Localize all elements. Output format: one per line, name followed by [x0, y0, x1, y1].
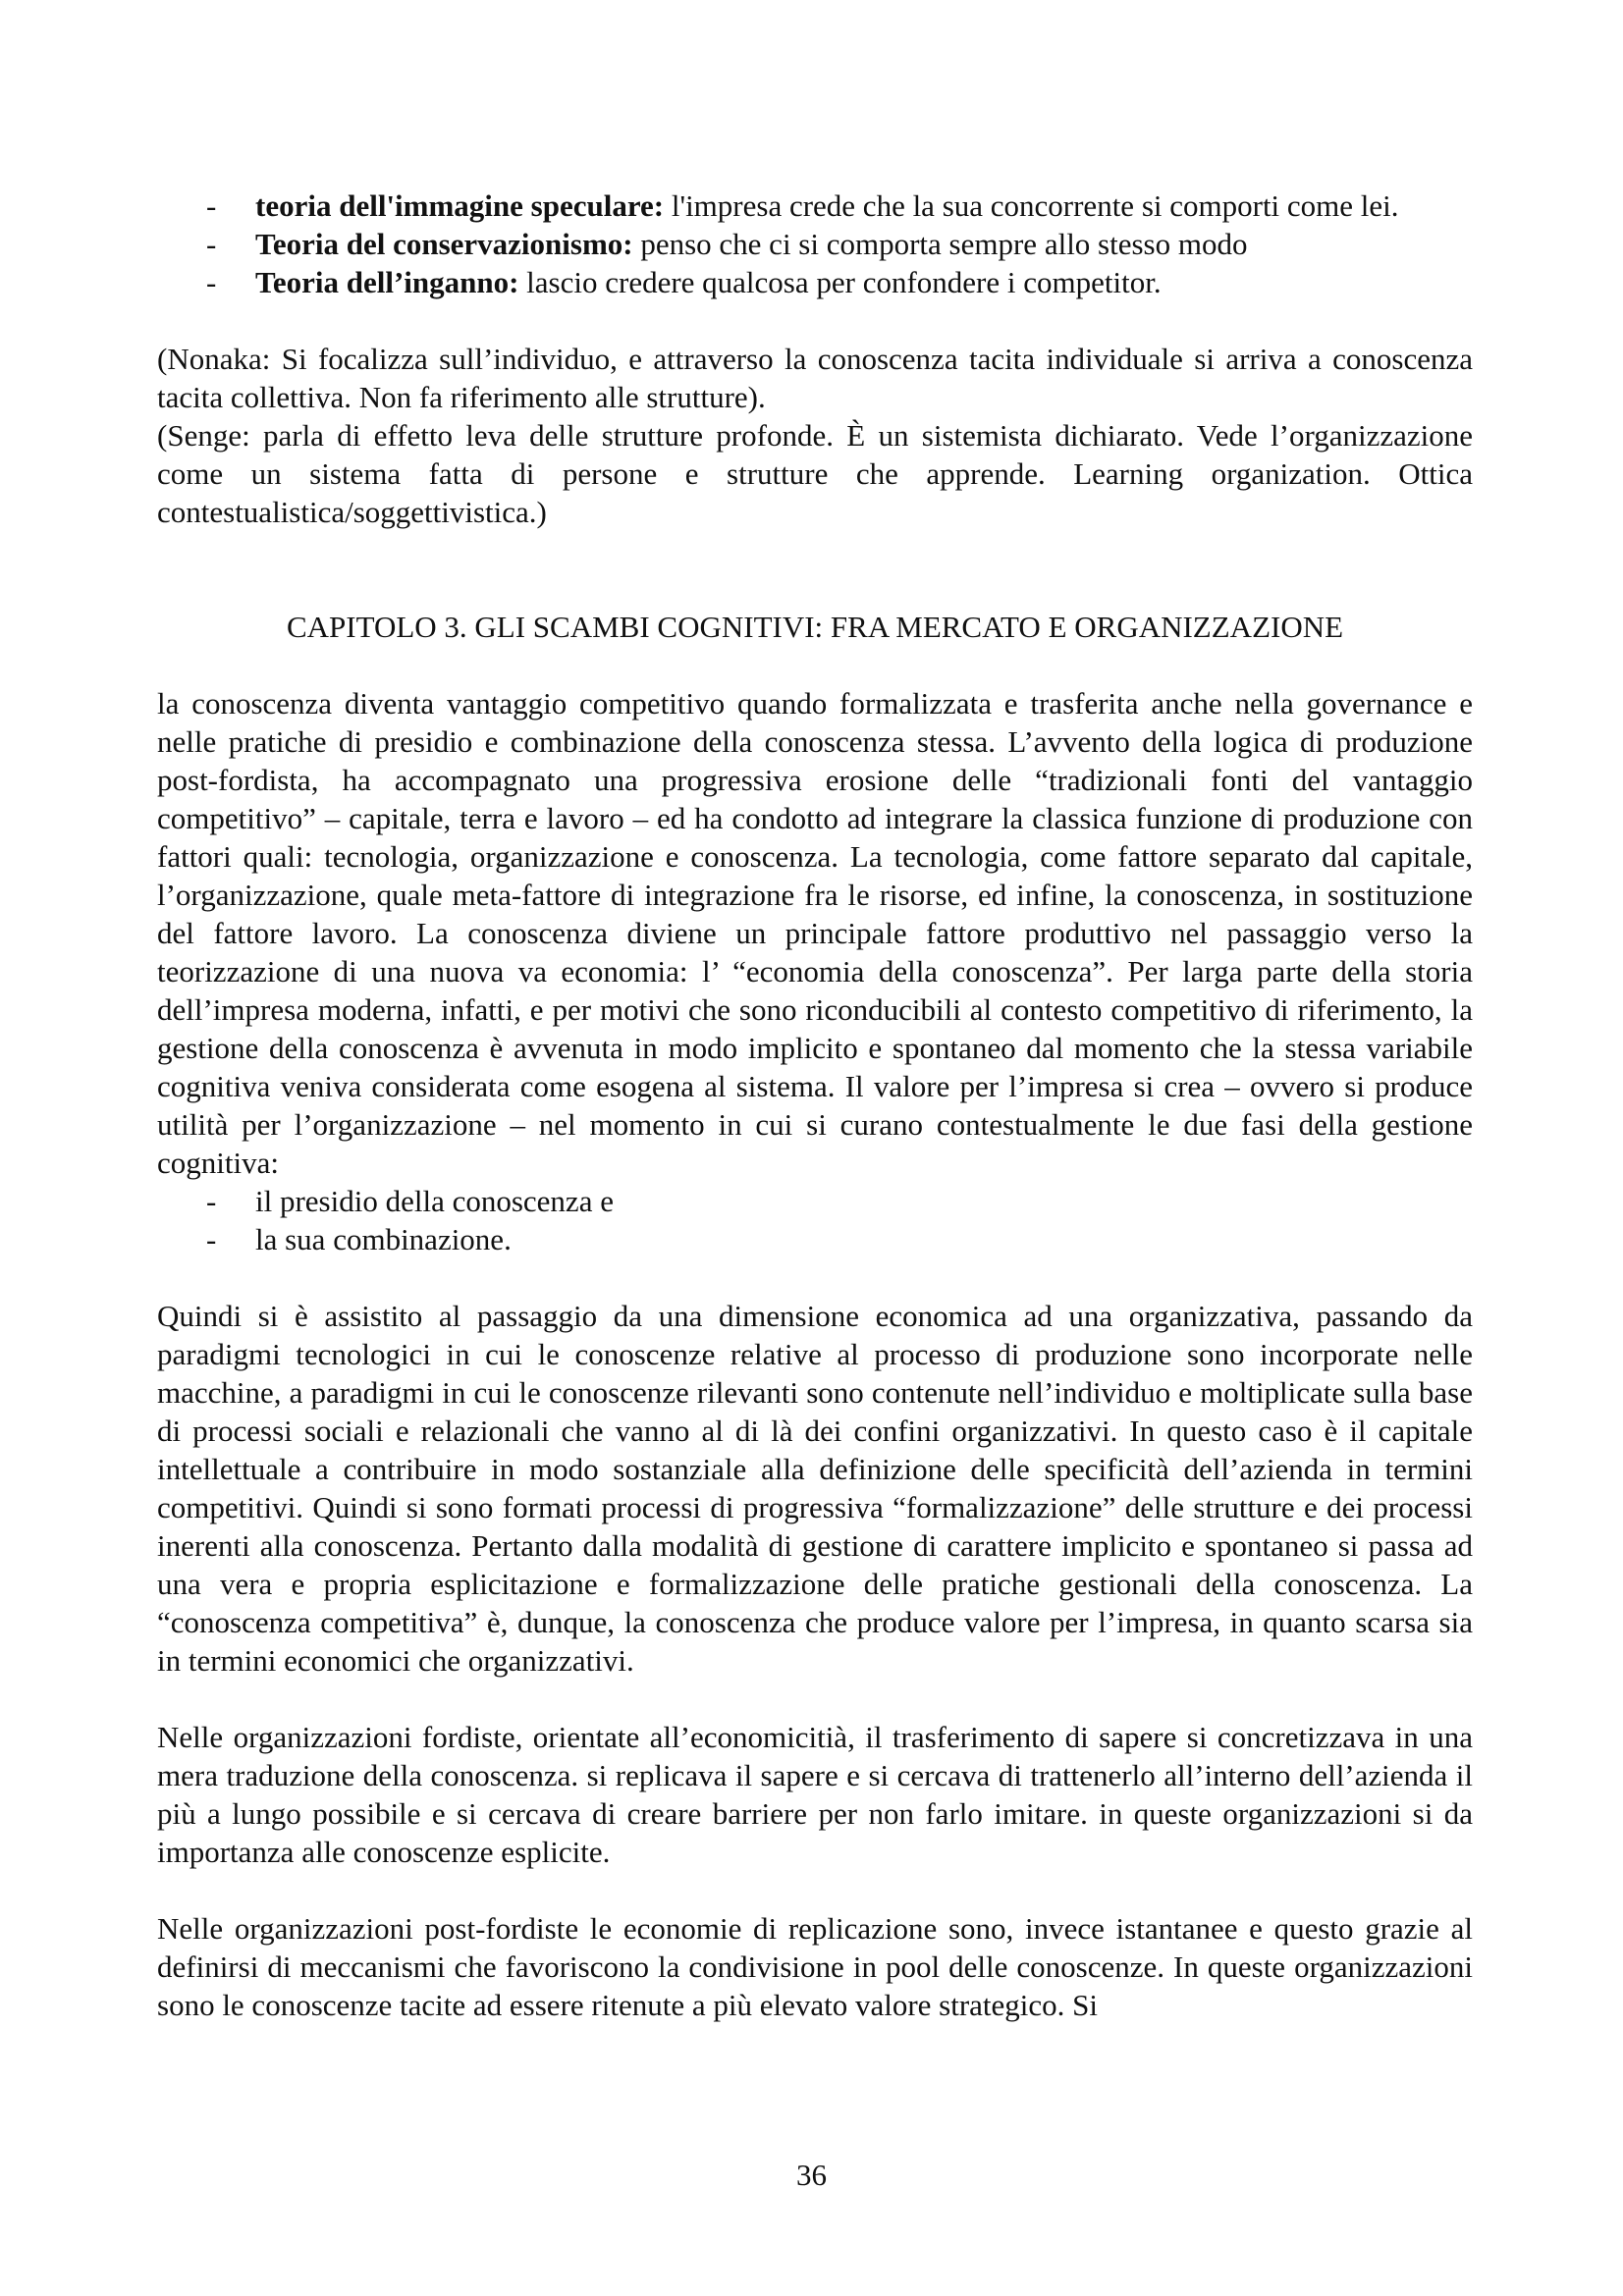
list-item — [157, 263, 1473, 301]
list-item-text: il presidio della conoscenza e — [255, 1184, 614, 1218]
nonaka-note: (Nonaka: Si focalizza sull’individuo, e attraverso la conoscenza tacita individuale si arriva a conoscenza tacita collettiva. Non fa riferimento alle strutture). — [157, 342, 1473, 414]
list-item — [157, 1182, 1473, 1220]
list-dash: - — [206, 1184, 217, 1218]
paragraph-knowledge-advantage: la conoscenza diventa vantaggio competitivo quando formalizzata e trasferita anche nella governance e nelle pratiche di presidio e combinazione della conoscenza stessa. L’avvento della logica di produzione post-fordista, ha accompagnato una progressiva erosione delle “tradizionali fonti del vantaggio competitivo” – capitale, terra e lavoro – ed ha condotto ad integrare la classica funzione di produzione con fattori quali: tecnologia, organizzazione e conoscenza. La tecnologia, come fattore separato dal capitale, l’organizzazione, quale meta-fattore di integrazione fra le risorse, ed infine, la conoscenza, in sostituzione del fattore lavoro. La conoscenza diviene un principale fattore produttivo nel passaggio verso la teorizzazione di una nuova va economia: l’ “economia della conoscenza”. Per larga parte della storia dell’impresa moderna, infatti, e per motivi che sono riconducibili al contesto competitivo di riferimento, la gestione della conoscenza è avvenuta in modo implicito e spontaneo dal momento che la stessa variabile cognitiva veniva considerata come esogena al sistema. Il valore per l’impresa si crea – ovvero si produce utilità per l’organizzazione – nel momento in cui si curano contestualmente le due fasi della gestione cognitiva: — [157, 686, 1473, 1180]
paragraph-economic-to-organizational: Quindi si è assistito al passaggio da una dimensione economica ad una organizzativa, passando da paradigmi tecnologici in cui le conoscenze relative al processo di produzione sono incorporate nelle macchine, a paradigmi in cui le conoscenze rilevanti sono contenute nell’individuo e moltiplicate sulla base di processi sociali e relazionali che vanno al di là dei confini organizzativi. In questo caso è il capitale intellettuale a contribuire in modo sostanziale alla definizione delle specificità dell’azienda in termini competitivi. Quindi si sono formati processi di progressiva “formalizzazione” delle strutture e dei processi inerenti alla conoscenza. Pertanto dalla modalità di gestione di carattere implicito e spontaneo si passa ad una vera e propria esplicitazione e formalizzazione delle pratiche gestionali della conoscenza. La “conoscenza competitiva” è, dunque, la conoscenza che produce valore per l’impresa, in quanto scarsa sia in termini economici che organizzativi. — [157, 1299, 1473, 1678]
list-item-text: la sua combinazione. — [255, 1222, 512, 1256]
term-label: Teoria del conservazionismo: — [255, 227, 633, 261]
list-item — [157, 187, 1473, 225]
chapter-title: CAPITOLO 3. GLI SCAMBI COGNITIVI: FRA MERCATO E ORGANIZZAZIONE — [286, 610, 1344, 644]
term-label: Teoria dell’inganno: — [255, 265, 519, 299]
page-number: 36 — [796, 2158, 827, 2192]
term-label: teoria dell'immagine speculare: — [255, 188, 665, 223]
document-page — [157, 187, 1473, 2024]
senge-note: (Senge: parla di effetto leva delle strutture profonde. È un sistemista dichiarato. Vede l’organizzazione come un sistema fatta di persone e strutture che apprende. Learning organization. Ottica contestualistica/soggettivistica.) — [157, 418, 1473, 529]
term-text: penso che ci si comporta sempre allo stesso modo — [632, 227, 1248, 261]
list-dash: - — [206, 265, 217, 299]
term-text: l'impresa crede che la sua concorrente si comporti come lei. — [664, 188, 1399, 223]
list-dash: - — [206, 188, 217, 223]
list-dash: - — [206, 227, 217, 261]
paragraph-post-fordist-organizations: Nelle organizzazioni post-fordiste le economie di replicazione sono, invece istantanee e questo grazie al definirsi di meccanismi che favoriscono la condivisione in pool delle conoscenze. In queste organizzazioni sono le conoscenze tacite ad essere ritenute a più elevato valore strategico. Si — [157, 1911, 1473, 2022]
theories-list — [157, 187, 1473, 301]
paragraph-fordist-organizations: Nelle organizzazioni fordiste, orientate all’economicitià, il trasferimento di sapere si concretizzava in una mera traduzione della conoscenza. si replicava il sapere e si cercava di trattenerlo all’interno dell’azienda il più a lungo possibile e si cercava di creare barriere per non farlo imitare. in queste organizzazioni si da importanza alle conoscenze esplicite. — [157, 1720, 1473, 1869]
list-dash: - — [206, 1222, 217, 1256]
list-item — [157, 225, 1473, 263]
list-item — [157, 1220, 1473, 1258]
phases-list — [157, 1182, 1473, 1258]
term-text: lascio credere qualcosa per confondere i competitor. — [518, 265, 1162, 299]
